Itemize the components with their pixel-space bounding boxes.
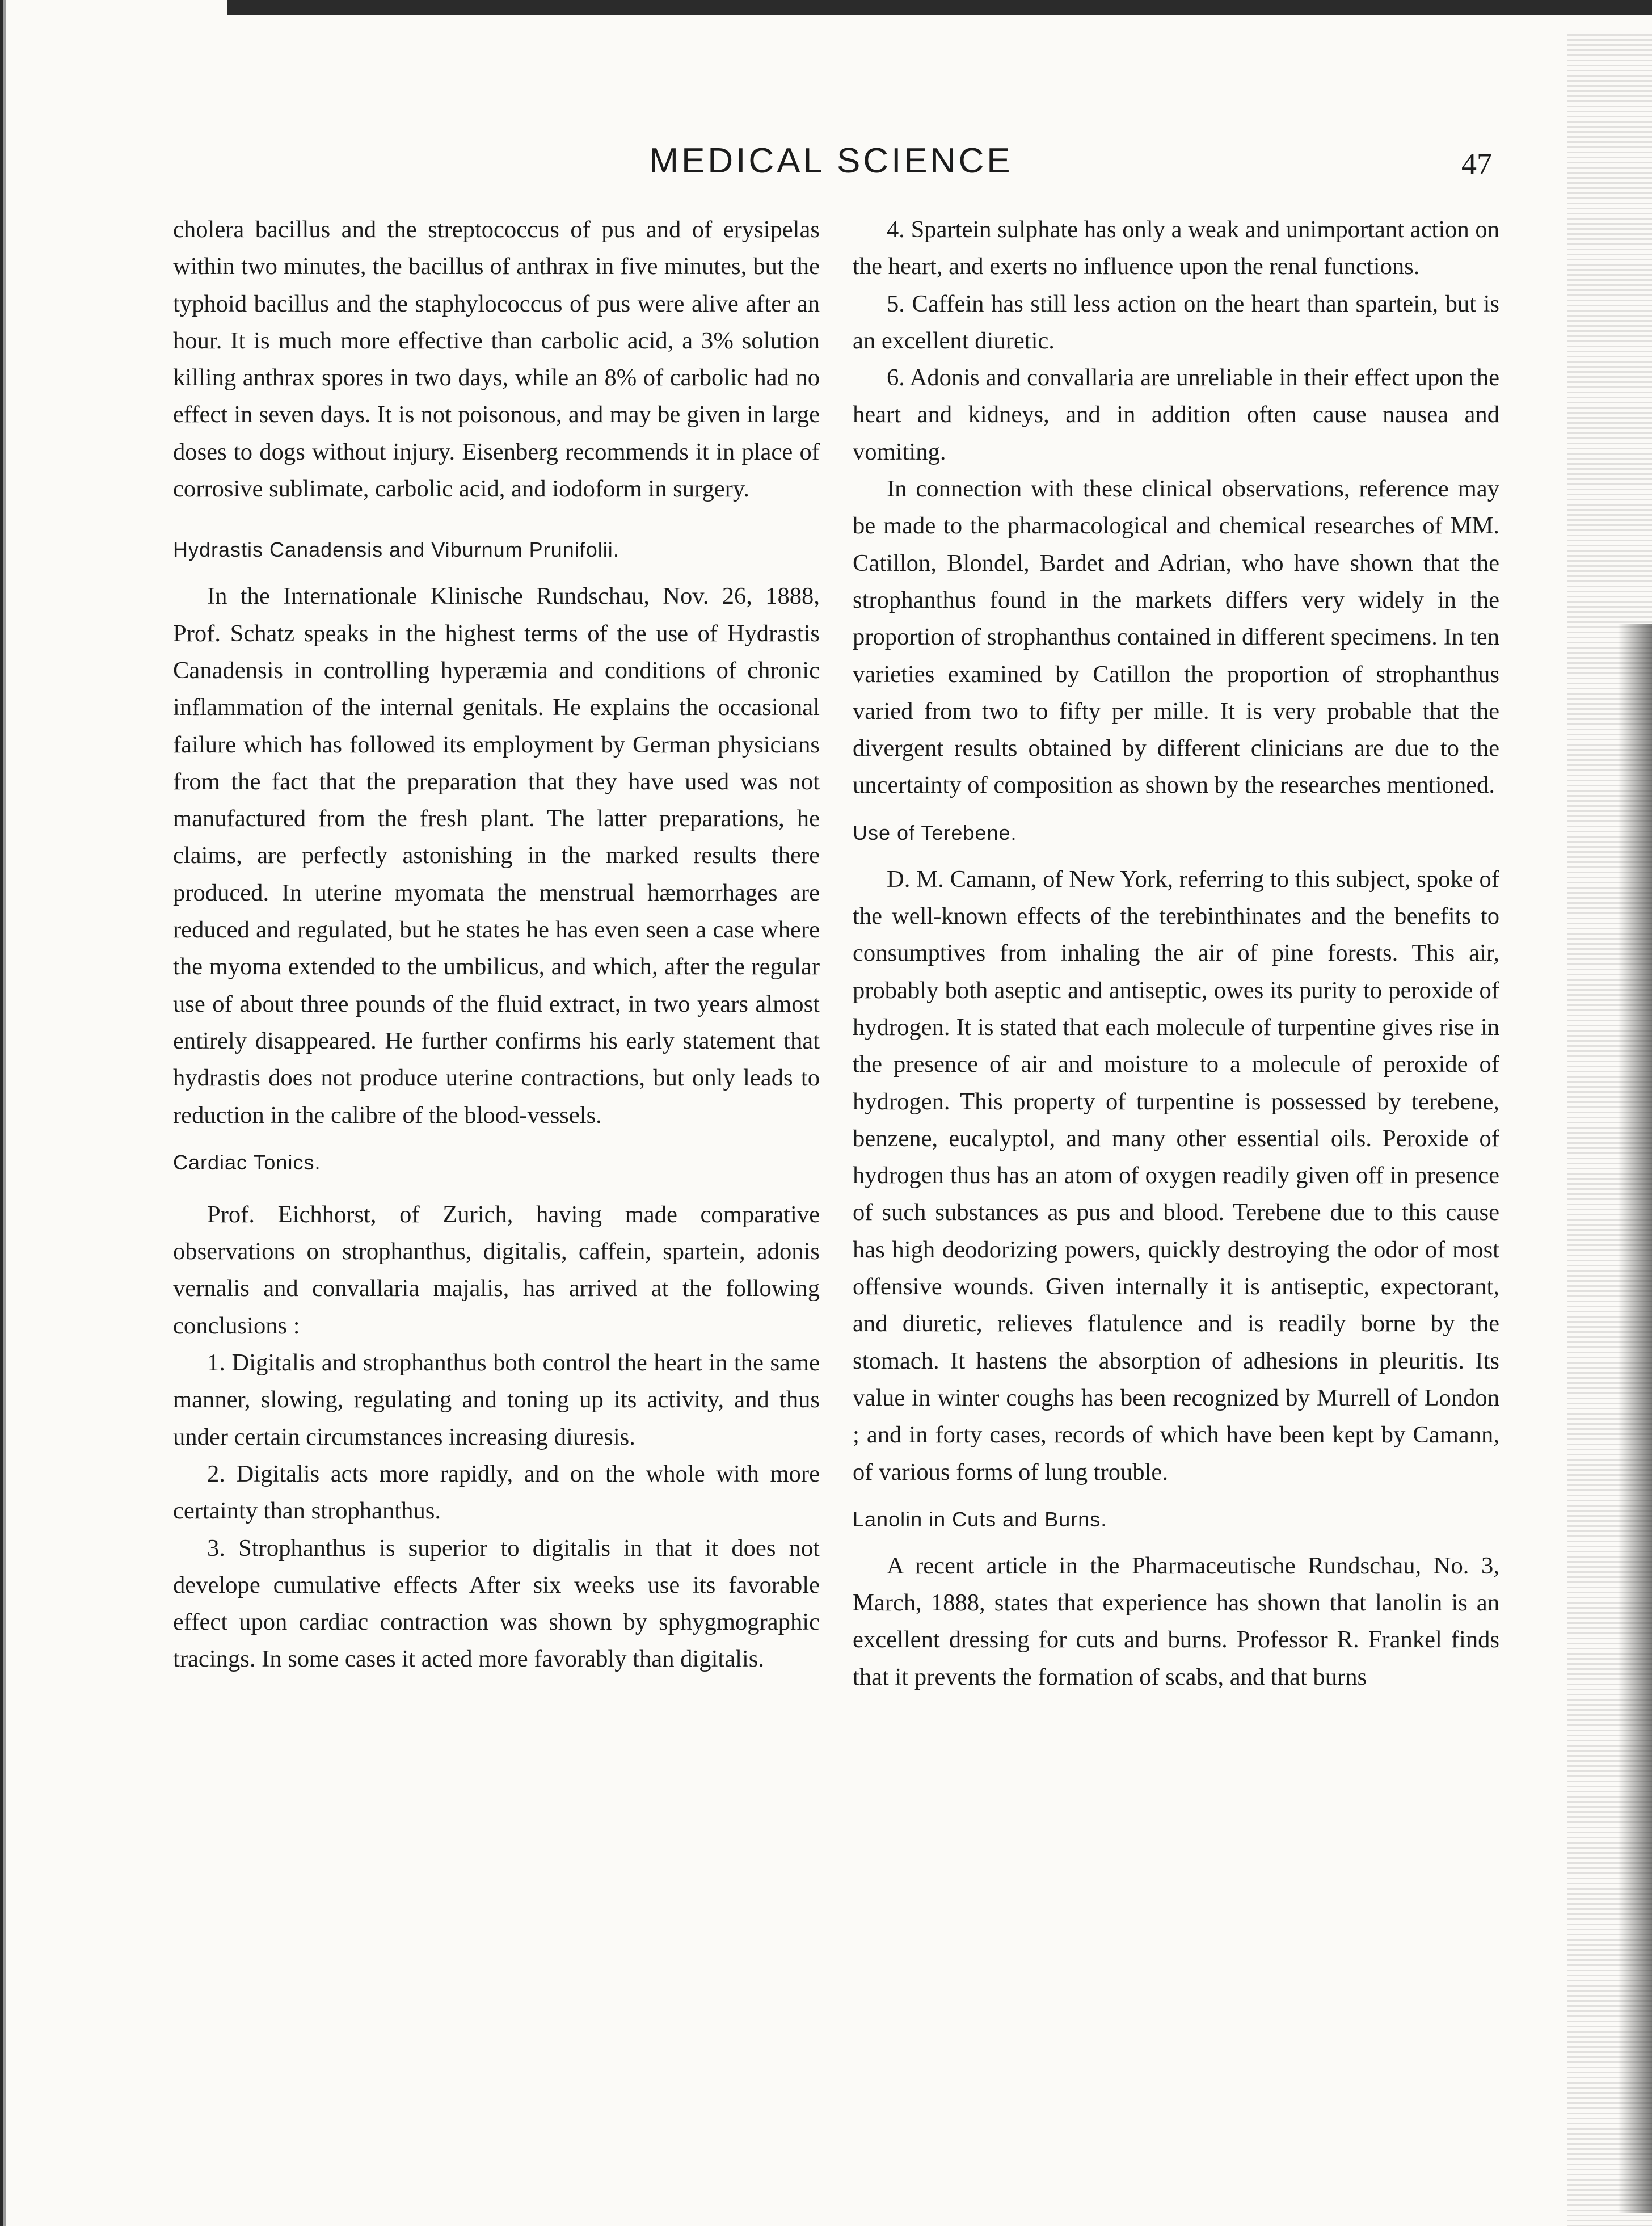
page-header <box>170 141 1492 186</box>
list-item: 1. Digitalis and strophanthus both control the heart in the same manner, slowing, regulating and toning up its activity, and thus under certain circumstances increasing diuresis. <box>173 1349 820 1450</box>
list-item: 2. Digitalis acts more rapidly, and on the whole with more certainty than strophanthus. <box>173 1460 820 1525</box>
running-title: MEDICAL SCIENCE <box>649 141 1013 180</box>
scan-shadow-right <box>1618 624 1652 2213</box>
right-column <box>853 211 1499 1695</box>
left-column <box>173 211 820 1678</box>
section-heading: Use of Terebene. <box>853 820 1017 844</box>
paragraph: Prof. Eichhorst, of Zurich, having made comparative observations on strophanthus, digitalis, caffein, spartein, adonis vernalis and convallaria majalis, has arrived at the following conclusions : <box>173 1201 820 1339</box>
list-item: 6. Adonis and convallaria are unreliable in their effect upon the heart and kidneys, and in addition often cause nausea and vomiting. <box>853 364 1499 465</box>
scan-edge-left <box>0 0 17 2226</box>
list-item: 3. Strophanthus is superior to digitalis in that it does not develope cumulative effects After six weeks use its favorable effect upon cardiac contraction was shown by sphygmographic tracings. In some cases it acted more favorably than digitalis. <box>173 1534 820 1673</box>
list-item: 5. Caffein has still less action on the heart than spartein, but is an excellent diuretic. <box>853 290 1499 354</box>
section-heading: Hydrastis Canadensis and Viburnum Prunifolii. <box>173 538 620 562</box>
list-item: 4. Spartein sulphate has only a weak and unimportant action on the heart, and exerts no influence upon the renal functions. <box>853 216 1499 280</box>
paragraph: D. M. Camann, of New York, referring to this subject, spoke of the well-known effects of the terebinthinates and the benefits to consumptives from inhaling the air of pine forests. This air, probably both aseptic and antiseptic, owes its purity to peroxide of hydrogen. It is stated that each molecule of turpentine gives rise in the presence of air and moisture to a molecule of peroxide of hydrogen. This property of turpentine is possessed by terebene, benzene, eucalyptol, and many other essential oils. Peroxide of hydrogen thus has an atom of oxygen readily given off in presence of such substances as pus and blood. Terebene due to this cause has high deodorizing powers, quickly destroying the odor of most offensive wounds. Given internally it is antiseptic, expectorant, and diuretic, relieves flatulence and is readily borne by the stomach. It hastens the absorption of adhesions in pleuritis. Its value in winter coughs has been recognized by Murrell of London ; and in forty cases, records of which have been kept by Camann, of various forms of lung trouble. <box>853 865 1499 1486</box>
section-heading: Lanolin in Cuts and Burns. <box>853 1507 1107 1531</box>
section-heading: Cardiac Tonics. <box>173 1150 321 1174</box>
paragraph: A recent article in the Pharmaceutische Rundschau, No. 3, March, 1888, states that experience has shown that lanolin is an excellent dressing for cuts and burns. Professor R. Frankel finds that it prevents the formation of scabs, and that burns <box>853 1552 1499 1690</box>
page-number: 47 <box>1461 147 1492 181</box>
scan-edge-top <box>227 0 1652 19</box>
paragraph: cholera bacillus and the streptococcus of pus and of erysipelas within two minutes, the bacillus of anthrax in five minutes, but the typhoid bacillus and the staphylococcus of pus were alive after an hour. It is much more effective than carbolic acid, a 3% solution killing anthrax spores in two days, while an 8% of carbolic had no effect in seven days. It is not poisonous, and may be given in large doses to dogs without injury. Eisenberg recommends it in place of corrosive sublimate, carbolic acid, and iodoform in surgery. <box>173 216 820 503</box>
paragraph: In the Internationale Klinische Rundschau, Nov. 26, 1888, Prof. Schatz speaks in the highest terms of the use of Hydrastis Canadensis in controlling hyperæmia and conditions of chronic inflammation of the internal genitals. He explains the occasional failure which has followed its employment by German physicians from the fact that the preparation that they have used was not manufactured from the fresh plant. The latter preparations, he claims, are perfectly astonishing in the marked results there produced. In uterine myomata the menstrual hæmorrhages are reduced and regulated, but he states he has even seen a case where the myoma extended to the umbilicus, and which, after the regular use of about three pounds of the fluid extract, in two years almost entirely disappeared. He further confirms his early statement that hydrastis does not produce uterine contractions, but only leads to reduction in the calibre of the blood-vessels. <box>173 583 820 1129</box>
paragraph: In connection with these clinical observations, reference may be made to the pharmacological and chemical researches of MM. Catillon, Blondel, Bardet and Adrian, who have shown that the strophanthus found in the markets differs very widely in the proportion of strophanthus contained in different specimens. In ten varieties examined by Catillon the proportion of strophanthus varied from two to fifty per mille. It is very probable that the divergent results obtained by different clinicians are due to the uncertainty of composition as shown by the researches mentioned. <box>853 476 1499 799</box>
